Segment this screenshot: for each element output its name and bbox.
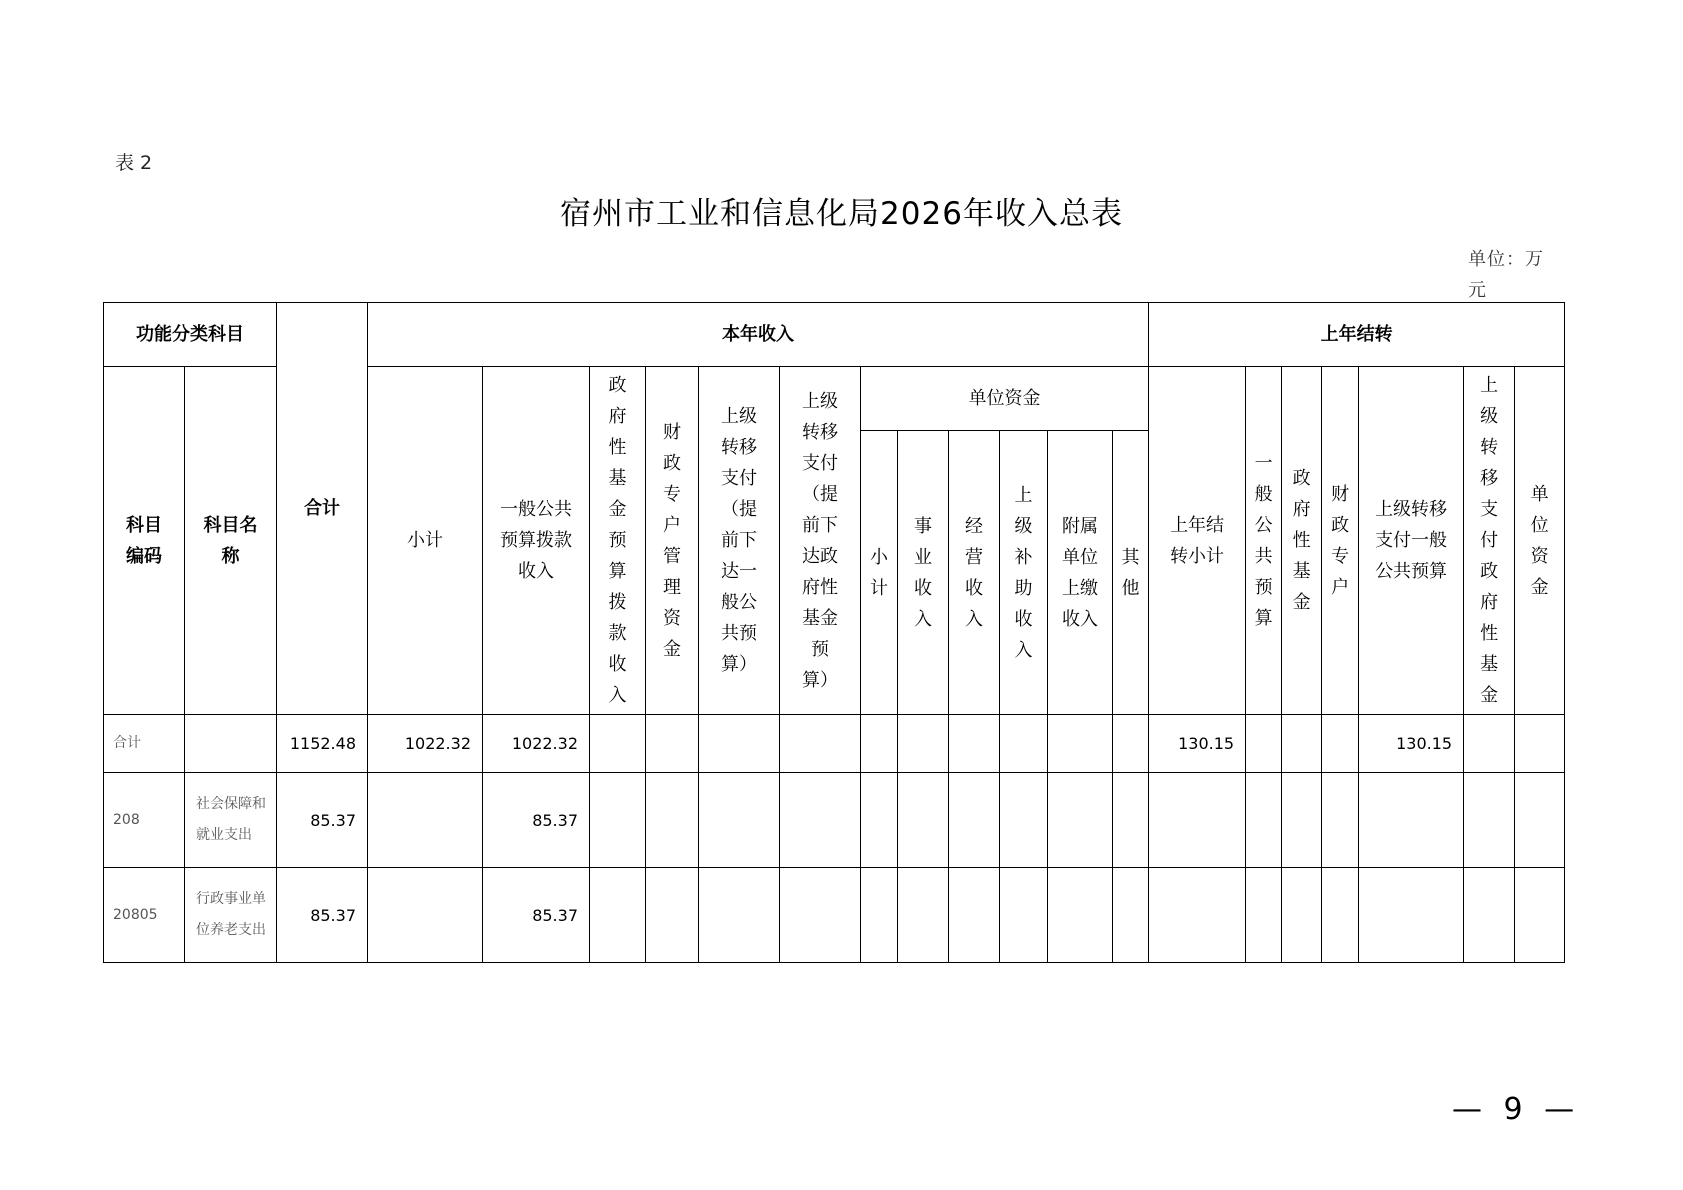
gen-budget-header: 一般公共预算拨款收入 (483, 367, 590, 715)
business-income-header: 事业收入 (898, 431, 949, 715)
row-prior-subtotal: 130.15 (1149, 715, 1246, 773)
page-number: — 9 — (1452, 1092, 1581, 1127)
row-total: 85.37 (277, 773, 368, 868)
page-title: 宿州市工业和信息化局2026年收入总表 (560, 196, 1123, 232)
prior-gen-header: 一般公共预算 (1246, 367, 1282, 715)
row-subtotal: 1022.32 (368, 715, 483, 773)
unit-label: 单位：万元 (1468, 249, 1544, 301)
row-code: 20805 (104, 868, 185, 963)
row-total: 85.37 (277, 868, 368, 963)
up-transfer-fund-header: 上级转移支付（提前下达政府性基金预算） (780, 367, 861, 715)
row-code: 合计 (104, 715, 185, 773)
table-label: 表 2 (115, 152, 153, 174)
prior-subtotal-header: 上年结转小计 (1149, 367, 1246, 715)
code-header: 科目编码 (104, 367, 185, 715)
row-prior-up-gen (1359, 868, 1464, 963)
row-code: 208 (104, 773, 185, 868)
prior-gov-fund-header: 政府性基金 (1282, 367, 1322, 715)
up-transfer-gen-header: 上级转移支付（提前下达一般公共预算） (699, 367, 780, 715)
row-prior-subtotal (1149, 868, 1246, 963)
gov-fund-header: 政府性基金预算拨款收入 (590, 367, 646, 715)
table-row (104, 715, 1565, 773)
prior-up-gen-header: 上级转移支付一般公共预算 (1359, 367, 1464, 715)
superior-subsidy-header: 上级补助收入 (1000, 431, 1048, 715)
row-prior-up-gen (1359, 773, 1464, 868)
row-gen-budget: 85.37 (483, 773, 590, 868)
row-prior-subtotal (1149, 773, 1246, 868)
prior-year-header: 上年结转 (1149, 303, 1565, 367)
row-name (185, 715, 277, 773)
unit-funds-header: 单位资金 (861, 367, 1149, 431)
row-subtotal (368, 773, 483, 868)
table-row (104, 773, 1565, 868)
total-header: 合计 (277, 303, 368, 715)
row-name: 行政事业单位养老支出 (185, 868, 277, 963)
other-header: 其他 (1113, 431, 1149, 715)
operating-income-header: 经营收入 (949, 431, 1000, 715)
affiliate-income-header: 附属单位上缴收入 (1048, 431, 1113, 715)
current-year-header: 本年收入 (368, 303, 1149, 367)
row-total: 1152.48 (277, 715, 368, 773)
prior-fin-special-header: 财政专户 (1322, 367, 1359, 715)
prior-up-fund-header: 上级转移支付政府性基金 (1464, 367, 1515, 715)
prior-unit-funds-header: 单位资金 (1515, 367, 1565, 715)
func-class-header: 功能分类科目 (104, 303, 277, 367)
fin-special-header: 财政专户管理资金 (646, 367, 699, 715)
row-name: 社会保障和就业支出 (185, 773, 277, 868)
row-gen-budget: 1022.32 (483, 715, 590, 773)
row-subtotal (368, 868, 483, 963)
income-summary-table (103, 302, 1565, 963)
table-row (104, 868, 1565, 963)
row-prior-up-gen: 130.15 (1359, 715, 1464, 773)
name-header: 科目名称 (185, 367, 277, 715)
row-gen-budget: 85.37 (483, 868, 590, 963)
unit-subtotal-header: 小计 (861, 431, 898, 715)
subtotal-header: 小计 (368, 367, 483, 715)
